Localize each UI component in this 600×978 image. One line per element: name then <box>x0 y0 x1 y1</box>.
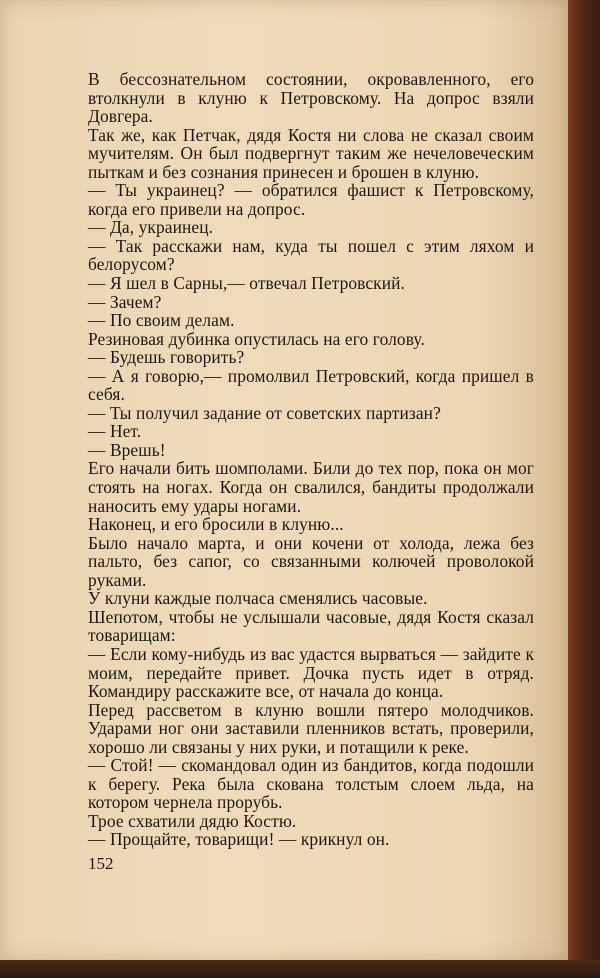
page-bottom-edge <box>0 960 600 978</box>
paragraph: — Стой! — скомандовал один из бандитов, когда подошли к берегу. Река была скована толстым слоем льда, на котором чернела прорубь. <box>88 755 534 813</box>
paragraph: Шепотом, чтобы не услышали часовые, дядя Костя сказал товарищам: <box>88 606 534 646</box>
paragraph: — Если кому-нибудь из вас удастся вырваться — зайдите к моим, передайте привет. Дочка пусть идет в отряд. Командиру расскажите все, от начала до конца. <box>88 643 534 702</box>
paragraph: — Будешь говорить? <box>88 347 245 368</box>
paragraph: — Ты получил задание от советских партизан? <box>88 402 441 423</box>
paragraph: — Нет. <box>88 421 142 442</box>
paragraph: Было начало марта, и они кочени от холода, лежа без пальто, без сапог, со связанными колючей проволокой руками. <box>88 532 534 590</box>
paragraph: — Зачем? <box>88 291 162 312</box>
page-number: 152 <box>88 854 114 873</box>
paragraph: Перед рассветом в клуню вошли пятеро молодчиков. Ударами ног они заставили пленников встать, проверили, хорошо ли связаны у них руки, и потащили к реке. <box>88 699 534 757</box>
paragraph: — Да, украинец. <box>88 217 214 238</box>
paragraph: У клуни каждые полчаса сменялись часовые. <box>88 588 428 609</box>
paragraph: Так же, как Петчак, дядя Костя ни слова не сказал своим мучителям. Он был подвергнут таким же нечеловеческим пыткам и без сознания принесен и брошен в клуню. <box>88 124 534 182</box>
paragraph: — А я говорю,— промолвил Петровский, когда пришел в себя. <box>88 365 534 405</box>
paragraph: — Я шел в Сарны,— отвечал Петровский. <box>88 273 405 294</box>
paragraph: — По своим делам. <box>88 310 235 331</box>
book-spine-edge <box>568 0 600 978</box>
paragraph: — Прощайте, товарищи! — крикнул он. <box>88 829 390 850</box>
paragraph: В бессознательном состоянии, окровавленного, его втолкнули в клуню к Петровскому. На допрос взяли Довгера. <box>88 69 534 127</box>
paragraph: Наконец, и его бросили в клуню... <box>88 514 344 535</box>
paragraph: Его начали бить шомполами. Били до тех пор, пока он мог стоять на ногах. Когда он свалился, бандиты продолжали наносить ему удары ногами. <box>88 458 534 516</box>
paragraph: — Ты украинец? — обратился фашист к Петровскому, когда его привели на допрос. <box>88 180 534 219</box>
paragraph: Трое схватили дядю Костю. <box>88 810 297 831</box>
paragraph: — Так расскажи нам, куда ты пошел с этим ляхом и белорусом? <box>88 235 534 275</box>
paragraph: Резиновая дубинка опустилась на его голову. <box>88 328 425 349</box>
page-text <box>88 70 534 849</box>
paragraph: — Врешь! <box>88 439 166 460</box>
